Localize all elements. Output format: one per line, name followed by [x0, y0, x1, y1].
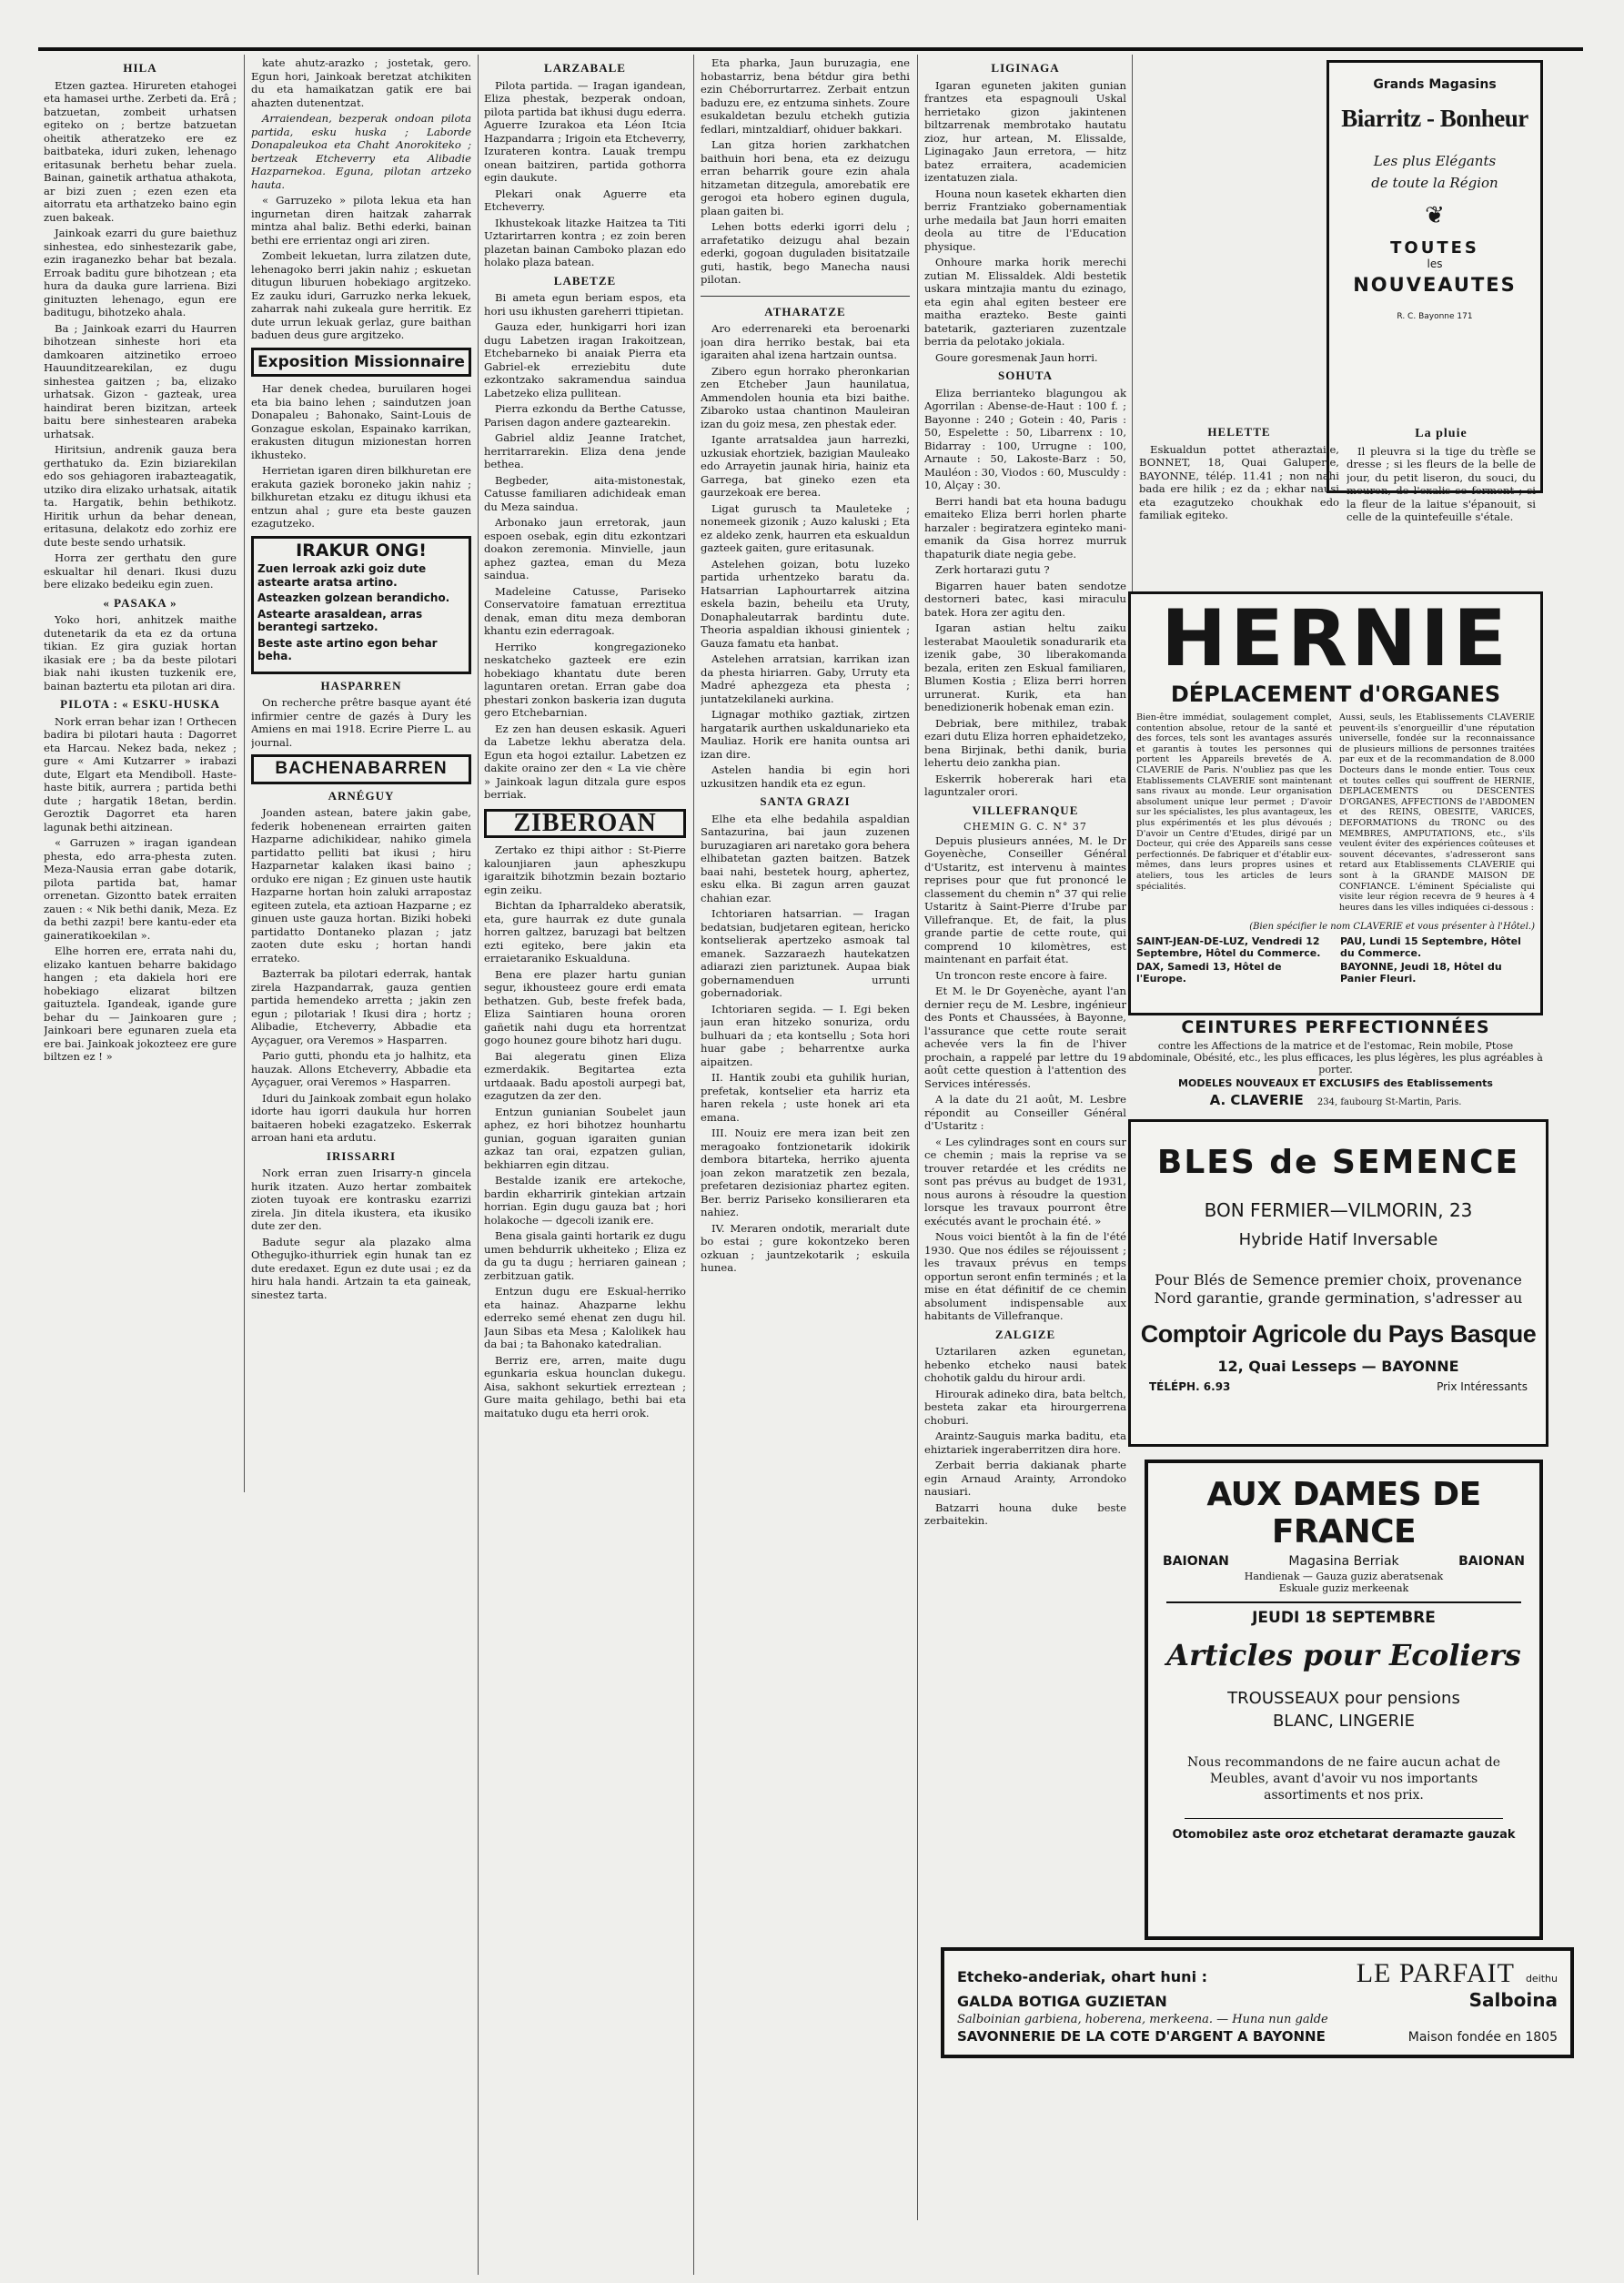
column-4 — [701, 56, 910, 2240]
le-parfait-ad — [941, 1947, 1574, 2058]
article-paragraph: Arbonako jaun erretorak, jaun espoen osebak, egin ditu ezkontzari doakon zeremonia. Minvielle, jaun aphez gaztea, eman du Meza saindua. — [484, 516, 686, 581]
article-paragraph: A la date du 21 août, M. Lesbre répondit au Conseiller Général d'Ustaritz : — [924, 1093, 1126, 1132]
dames-sub: Gauza guziz aberatsenak — [1316, 1571, 1444, 1582]
parfait-line: GALDA BOTIGA GUZIETAN — [957, 1993, 1167, 2010]
villefranque-subheading: CHEMIN G. C. N° 37 — [963, 821, 1087, 833]
article-paragraph: Astelehen goizan, botu luzeko partida urhentzeko baratu da. Hatsarrian Laphourtarrek aitzina eskela bazin, beheilu eta Uruty, Donaphaleutarrak bardintu dute. Theoria aspaldian ikhousi ginientek ; Gauza famatu eta hanbat. — [701, 557, 910, 650]
ad-tagline: de toute la Région — [1371, 175, 1498, 191]
dames-city: BAIONAN — [1163, 1554, 1229, 1569]
article-paragraph: Houna noun kasetek ekharten dien berriz Frantziako gobernamentiak urhe medaila bat Jaun horri emaiten deola au titre de l'Education physique. — [924, 187, 1126, 253]
article-paragraph: Ba ; Jainkoak ezarri du Haurren bihotzean sinheste hori eta damkoaren aitzinetiko erroeo Hauunditzearekilan, ez dugu sinhestea gaitzen ; ba, elizako urhatsak. Gizon - gazteak, urea haindirat beren bizitzan, arteek baitu bere sinhestearen arabeka urhatsak. — [44, 321, 237, 440]
article-paragraph: Elhe horren ere, errata nahi du, elizako kantuen beharre bakidago hangen ; eta dakiela hori ere hobekiago elizarat biltzen gaituztela. Igandeak, igande gure behar du — Jainkoaren gure ; Jainkoari bere egunaren zuela eta ere bai. Jainkoak jokozteez ere gure biltzen ez ! » — [44, 945, 237, 1063]
article-paragraph: Ligat gurusch ta Mauleteke ; nonemeek gizonik ; Auzo kaluski ; Eta ez aldeko zenk, haurren eta eskualdun gazteek gaiten, gure eritasunak. — [701, 501, 910, 554]
article-paragraph: Elhe eta elhe bedahila aspaldian Santazurina, bai jaun zuzenen buruzagiaren ari naretako gora behera elhibatetan gazten baitzen. Batzek baai nahi, bestetek hourg, aphertez, esku elka. Bi zagun arren gauzat chahian ezar. — [701, 812, 910, 904]
article-paragraph: Zibero egun horrako pheronkarian zen Etcheber Jaun haunilatua, Ammendolen hounia eta bizi baithe. Zibaroko ustaa chantinon Mauleiran izan du goiz mesa, zen phestak eder. — [701, 364, 910, 430]
bles-semence-ad — [1128, 1119, 1548, 1447]
column-rule — [478, 55, 479, 2275]
article-paragraph: On recherche prêtre basque ayant été infirmier centre de gazés à Dury les Amiens en mai 1918. Ecrire Pierre L. au journal. — [251, 696, 471, 749]
ad-rc: R. C. Bayonne 171 — [1397, 312, 1473, 321]
santa-grazi-heading: SANTA GRAZI — [760, 794, 851, 808]
hernie-right-text: Aussi, seuls, les Etablissements CLAVERIE peuvent-ils s'enorgueillir d'une réputation universelle, fondée sur la reconnaissance de plusieurs millions de personnes traitées par eux et de la recommandation de 8.000 Docteurs dans le monde entier. Tous ceux et toutes celles qui souffrent de HERNIE, DEPLACEMENTS ou DESCENTES D'ORGANES, AFFECTIONS de l'ABDOMEN et des REINS, OBESITE, VARICES, DEFORMATIONS du TRONC ou des MEMBRES, AMPUTATIONS, etc., s'ils veulent éviter des expériences coûteuses et souvent décevantes, s'adresseront sans retard aux Etablissements CLAVERIE qui sont à la GRANDE MAISON DE CONFIANCE. L'éminent Spécialiste qui visite leur région recevra de 9 heures à 4 heures dans les villes indiquées ci-dessous : — [1339, 712, 1535, 913]
hernie-visit: BAYONNE, Jeudi 18, Hôtel du Panier Fleuri. — [1340, 961, 1502, 985]
article-paragraph: Araintz-Sauguis marka baditu, eta ehiztariek ingeraberritzen dira hore. — [924, 1429, 1126, 1456]
bles-title: BLES de SEMENCE — [1156, 1144, 1520, 1181]
atharatze-heading: ATHARATZE — [764, 304, 846, 318]
article-paragraph: Zertako ez thipi aithor : St-Pierre kalounjiaren jaun apheszkupu igaraitzik bihotzmin bezain boztario egin zeiku. — [484, 843, 686, 896]
sohuta-heading: SOHUTA — [998, 369, 1053, 382]
article-paragraph: Berriz ere, arren, maite dugu egunkaria eskua hounclan dukegu. Aisa, sakhont sekurtiek erreztean ; Gure maita gehilago, bethi bai eta maitatuko dugu eta herri orok. — [484, 1353, 686, 1419]
article-paragraph: Hirourak adineko dira, bata beltch, besteta zakar eta hirourgerrena choburi. — [924, 1387, 1126, 1427]
article-paragraph: Gauza eder, hunkigarri hori izan dugu Labetzen iragan Irakoitzean, Etchebarneko bi anaiak Pierra eta Gabriel-ek erreziebitu dute ezkontzako sakramendua saindua Labetzeko eliza pullitean. — [484, 320, 686, 399]
article-paragraph: Goure goresmenak Jaun horri. — [935, 350, 1098, 364]
article-paragraph: Bestalde izanik ere artekoche, bardin ekharririk gintekian artzain horrian. Egin dugu gauza bat ; hori holakoche — dgecoli izanik ere. — [484, 1174, 686, 1227]
ceintures-text: contre les Affections de la matrice et de l'estomac, Rein mobile, Ptose abdominale, Obésité, etc., les plus efficaces, les plus légères, les plus agréables à porter. — [1128, 1040, 1543, 1076]
notice-line: Zuen lerroak azki goiz dute astearte aratsa artino. — [257, 562, 427, 589]
ceintures-brand: A. CLAVERIE — [1209, 1092, 1304, 1108]
parfait-line: Salboinian garbiena, hoberena, merkeena. — Huna nun galde — [957, 2013, 1328, 2026]
parfait-brand: LE PARFAIT — [1356, 1958, 1515, 1988]
article-paragraph: Etzen gaztea. Hirureten etahogei eta hamasei urthe. Zerbeti da. Erâ ; batzuetan, zombeit urhatsen egiteko on ; bertze batzuetan oheitik atheratzeko ere ez baitbateka, iduri zuken, lehenago eritasunak berhetu behar zuela. Bainan, gainetik arthatua athakota, ar bizi zuen ; ezen ezen eta aitorratu eta arthatzeko baino egin zuen bakeak. — [44, 78, 237, 224]
column-rule — [244, 55, 245, 1492]
article-paragraph: Berri handi bat eta houna badugu emaiteko Eliza berri horlen pharte harzaler : begiratzera eginteko mani- emanik da Gisa horrez murruk thapaturik diate negia gebe. — [924, 494, 1126, 561]
dames-title: AUX DAMES DE FRANCE — [1206, 1476, 1481, 1551]
article-paragraph: Badute segur ala plazako alma Othegujko-ithurriek egin hunak tan ez dute eredaxet. Egun ez dute usai ; ez da hiru hala handi. Artzain ta eta gaineak, sinestez tarta. — [251, 1235, 471, 1301]
pasaka-heading: « PASAKA » — [103, 595, 177, 610]
article-paragraph: Lehen botts ederki igorri delu ; arrafetatiko deizugu ahal bezain ederki, gogoan duguladen bisitatzaile guti, hastik, bego Manecha nausi pilotan. — [701, 220, 910, 286]
article-paragraph: Eta pharka, Jaun buruzagia, ene hobastarriz, bena bétdur gira bethi ezin Chéborrurtarrez. Zerbait entzun baduzu ere, ez entzuma sinhets. Zoure esukaldetan bezulu etchekh gutizia fedlari, mintzaldiarf, ohiduer bakkari. — [701, 56, 910, 136]
pilota-heading: PILOTA : « ESKU-HUSKA — [60, 697, 220, 711]
parfait-founded: Maison fondée en 1805 — [1407, 2030, 1558, 2045]
notice-line: Astearte arasaldean, arras berantegi sartzeko. — [257, 607, 423, 633]
dames-reco: Nous recommandons de ne faire aucun achat de Meubles, avant d'avoir vu nos importants assortiments et nos prix. — [1187, 1755, 1500, 1803]
article-paragraph: III. Nouiz ere mera izan beit zen meragoako fontzionetarik idokirik dembora bitarteka, herriko ajuenta joan zekon maratzetik zen bezala, prefetaren dezisioniaz phartez egiten. Ber. berriz Pariseko konsilieraren eta nahiez. — [701, 1126, 910, 1218]
article-paragraph: Bazterrak ba pilotari ederrak, hantak zirela Hazpandarrak, gauza gentien partida hemendeko arretta ; jakin zen egun ; pilotariak ! Ikusi dira ; hortz ; Alibadie, Etcheverry, Abbadie eta Ayçaguer, ora Veremos » Hasparren. — [251, 967, 471, 1046]
helette-column — [1139, 420, 1339, 566]
article-paragraph: Begbeder, aita-mistonestak, Catusse familiaren adichideak eman du Meza saindua. — [484, 473, 686, 513]
dames-blanc: BLANC, LINGERIE — [1273, 1712, 1415, 1731]
article-paragraph: Ichtoriaren segida. — I. Egi beken jaun eran hitzeko sonuriza, ordu bulhuari da ; eta kontsellu ; Sota hori huar gabe ; beharrentxe aurka aipaitzen. — [701, 1002, 910, 1068]
ad-tagline: Les plus Elégants — [1373, 153, 1497, 169]
article-paragraph: Nous voici bientôt à la fin de l'été 1930. Que nos édiles se réjouissent ; les travaux prévus en temps opportun seront enfin terminés ; et la mise en état définitif de ce chemin absolument indispensable aux habitants de Villefranque. — [924, 1230, 1126, 1322]
article-paragraph: Jainkoak ezarri du gure baiethuz sinhestea, edo sinhestezarik gabe, ezin iraganezko behar bat bezala. Erroak baditu gure bihotzean ; eta hura da dauka gure larriena. Bizi ginituzten lehenago, egun ere baditugu, bihotzeko ahala. — [44, 227, 237, 318]
column-rule — [693, 55, 694, 2275]
hernie-subtitle: DÉPLACEMENT d'ORGANES — [1170, 682, 1501, 707]
ad-label: Grands Magasins — [1373, 77, 1497, 92]
article-paragraph: Madeleine Catusse, Pariseko Conservatoire famatuan erreztitua denak, eman ditu meza demboran khantu ezin ederragoak. — [484, 584, 686, 637]
article-paragraph: Pilota partida. — Iragan igandean, Eliza phestak, bezperak ondoan, pilota partida bat ikhusi dugu ederra. Aguerre Izurakoa eta Léon Itcia Hazpandarra ; Irigoin eta Etcheverry, Izurateren kontra. Lauak trempu onean baitziren, partida gothorra egin daukute. — [484, 78, 686, 184]
article-paragraph: « Garruzen » iragan igandean phesta, edo arra-phesta zuten. Meza-Nausia erran gabe dotarik, pilota partida bat, hamar orrenetan. Gizontto batek erraiten zauen : « Nik bethi danik, Meza. Ez da bethi zazpi! bere kantu-eder eta gaineratikoekilan ». — [44, 836, 237, 942]
dames-city: BAIONAN — [1458, 1554, 1525, 1569]
article-paragraph: Igaran eguneten jakiten gunian frantzes eta espagnouli Uskal herrietako gizon jakintenen biltzarrenak membrotako hautatu zioz, hur artean, M. Elissalde, Liginagako Jaun erretora, — hitz batez erraitera, academicien izentatuzen ziala. — [924, 78, 1126, 184]
irakur-ongi-box — [251, 536, 471, 674]
article-paragraph: Lan gitza horien zarkhatchen baithuin hori bena, eta ez deizugu erran beharrik goure ezin ahala hitzametan ditzegula, amorebatik ere gerogoi eta hobero eginen dugula, plaan gaiten bi. — [701, 138, 910, 217]
bles-address: 12, Quai Lesseps — BAYONNE — [1217, 1358, 1459, 1375]
article-paragraph: Zerbait berria dakianak pharte egin Arnaud Arainty, Arrondoko nausiari. — [924, 1459, 1126, 1498]
column-2 — [251, 56, 471, 2240]
article-paragraph: IV. Meraren ondotik, merarialt dute bo estai ; gure kokontzeko beren ozkuan ; jauntzekotarik ; eskuila hunea. — [701, 1221, 910, 1274]
column-1 — [44, 56, 237, 2240]
section-divider — [701, 296, 910, 297]
bachenabarren-banner: BACHENABARREN — [251, 754, 471, 784]
article-paragraph: Bai alegeratu ginen Eliza ezmerdakik. Begitartea ezta urtdaaak. Badu apostoli aurpegi bat, ezagutzen da zer den. — [484, 1049, 686, 1102]
article-paragraph: Eskerrik hobererak hari eta laguntzaler orori. — [924, 772, 1126, 798]
article-paragraph: Zombeit lekuetan, lurra zilatzen dute, lehenagoko berri jakin nahiz ; eskuetan ditugun liburuen hobekiago argitzeko. Ez zauku iduri, Garruzko nerka lekuek, zaharrak nahi zukeala gure herritik. Ez dute urrun lekuak gerlaz, gure baithan baduen deus gure argitzeko. — [251, 249, 471, 341]
article-paragraph: « Les cylindrages sont en cours sur ce chemin ; mais la reprise va se trouver retardée et les crédits ne sont pas prévus au budget de 1931, nous aurons à résoudre la question lorsque les travaux pourront être exécutés avant le prochain été. » — [924, 1135, 1126, 1227]
ad-big-text: TOUTES — [1390, 238, 1479, 258]
dames-articles: Articles pour Ecoliers — [1166, 1638, 1521, 1672]
helette-heading: HELETTE — [1207, 425, 1271, 439]
pluie-text: Il pleuvra si la tige du trèfle se dresse ; si les fleurs de la belle de jour, du petit liseron, du souci, du mouron, de l'oxalis se ferment ; si la fleur de la laitue s'épanouit, si celle de la quintefeuille s'étale. — [1347, 444, 1536, 523]
villefranque-heading: VILLEFRANQUE — [972, 803, 1079, 817]
article-paragraph: Ikhustekoak litazke Haitzea ta Titi Uztarirtarren kontra ; ez zoin beren plazetan bainan Camboko plazan edo holako plaza batean. — [484, 216, 686, 268]
larzabale-heading: LARZABALE — [544, 61, 626, 75]
parfait-deithu: deithu — [1525, 1973, 1558, 1985]
dames-trousseaux: TROUSSEAUX pour pensions — [1227, 1689, 1460, 1708]
article-paragraph: Ez zen han deusen eskasik. Agueri da Labetze lekhu aberatza dela. Egun eta hogoi eztailur. Labetzen ez dakite oraino zer den « La vie chère » Jainkoak lagun ditzala gure espos berriak. — [484, 722, 686, 801]
article-paragraph: Herriko kongregazioneko neskatcheko gazteek ere ezin hobekiago khantatu dute beren laguntaren oretan. Erran gabe doa phestari zonkon baskeria izan duguta gero Etchebarnian. — [484, 640, 686, 719]
article-paragraph: Lignagar mothiko gaztiak, zirtzen hargatarik aurthen uskaldunarieko eta Mauliaz. Horik ere hanita ountsa ari izan dire. — [701, 708, 910, 761]
pluie-column — [1347, 428, 1536, 591]
helette-text: Eskualdun pottet atheraztaile, BONNET, 18, Quai Galuperie, BAYONNE, télép. 11.41 ; non nahi bada ere hilik ; ez da ; ekhar nausi eta ezagutzeko choukhak edo familiak egiteko. — [1139, 442, 1339, 521]
article-paragraph: Entzun gunianian Soubelet jaun aphez, ez hori bihotzez hounhartu gunian, goguan igaraiten gunian azkaz tan orai, ezpatzen gulian, bekhiarren egin ditzau. — [484, 1105, 686, 1171]
article-paragraph: Batzarri houna duke beste zerbaitekin. — [924, 1500, 1126, 1527]
article-paragraph: Herrietan igaren diren bilkhuretan ere erakuta gaziek boroneko jakin nahiz ; bilkhuretan etzaku ez ditugu ikhusi eta entzun ahal ; gure eta beste gauzen ezagutzeko. — [251, 464, 471, 530]
notice-line: Beste aste artino egon behar beha. — [257, 636, 438, 662]
article-paragraph: Bena ere plazer hartu gunian segur, ikhousteez goure erdi emata bethatzen. Gub, beste frefek bada, Eliza Saintiaren houna ororen gañetik nahi dugu eta horrentzat gogo hounez goure bihotz hari dugu. — [484, 967, 686, 1046]
bles-price: Prix Intéressants — [1437, 1380, 1528, 1393]
bles-phone: TÉLÉPH. 6.93 — [1149, 1380, 1231, 1393]
article-paragraph: Bi ameta egun beriam espos, eta hori usu ikhusten gareherri ttipietan. — [484, 291, 686, 318]
article-paragraph: Bichtan da Ipharraldeko aberatsik, eta, gure haurrak ez dute gunala horren galtzez, baruzagi bat beltzen ezti egiteko, bere jakin eta erraietaraniko Eskualduna. — [484, 899, 686, 965]
article-paragraph: Zerk hortarazi gutu ? — [935, 563, 1050, 576]
article-paragraph: Uztarilaren azken egunetan, hebenko etcheko nausi batek chohotik galdu du hirour ardi. — [924, 1345, 1126, 1384]
article-paragraph: Gabriel aldiz Jeanne Iratchet, herritarrarekin. Eliza dena jende bethea. — [484, 431, 686, 470]
ad-small-text: les — [1427, 258, 1443, 270]
article-paragraph: Arraiendean, bezperak ondoan pilota partida, esku huska ; Laborde Donapaleukoa eta Chaht Anorokiteko ; bertzeak Etcheverry eta Alibadie Hazparnekoa. Eguna, pilotan artzeko hauta. — [251, 112, 471, 191]
parfait-salboina: Salboina — [1468, 1989, 1558, 2011]
exposition-missionnaire-box: Exposition Missionnaire — [251, 348, 471, 378]
dames-sub: Handienak — [1244, 1571, 1300, 1582]
zalgize-heading: ZALGIZE — [994, 1327, 1056, 1341]
article-paragraph: Joanden astean, batere jakin gabe, federik hobenenean errairten gaiten Hazparne adichikidear, nahiko gimela partidatto pelliti bat ikusi ; hiru Hazparnetar kalaken ikasi baino ; orduko ere nigan ; Ez ginuen uste hautik Hazparne hortan hoin zaluki arrapostaz egiteen zutela, eta aztioan Hazparne ; ez ginuen uste gauza hortan. Biziki hobeki partidatto Dontaneko plazan ; jatz zaoten dute esku ; hortan handi errateko. — [251, 806, 471, 965]
arneguy-heading: ARNÉGUY — [328, 788, 395, 803]
article-paragraph: Horra zer gerthatu den gure eskualtar hil denari. Ikusi duzu bere elizako bedeiku egin zuen. — [44, 551, 237, 591]
article-paragraph: Nork erran zuen Irisarry-n gincela hurik itzaten. Auzo hertar zombaitek zioten tuyoak ere kontrasku ezarrizi zirela. Jin ditela ikustera, eta ikusiko dute zer den. — [251, 1167, 471, 1232]
irissarri-heading: IRISSARRI — [326, 1148, 397, 1163]
article-paragraph: Igante arratsaldea jaun harrezki, uzkusiak ehortziek, bazigian Mauleako edo Arrayetin jaunak hiria, hainiz eta Garrega, bat gineko ezen eta gaurzekoak ere berea. — [701, 433, 910, 499]
article-paragraph: Pario gutti, phondu eta jo halhitz, eta hauzak. Allons Etcheverry, Abbadie eta Ayçaguer, orai Veremos » Hasparren. — [251, 1049, 471, 1088]
column-rule — [917, 55, 918, 2220]
article-paragraph: Igaran astian heltu zaiku lesterabat Maouletik sonadurarik eta izenik gabe, 30 liberakomanda bezala, eriten zen Eskual familiaren, Blumen Kostia ; Eliza berri horren urrunerat. Kurik, eta han benedizionerik hobenak eman ezin. — [924, 621, 1126, 713]
ceintures-title: CEINTURES PERFECTIONNÉES — [1181, 1017, 1490, 1037]
dames-date: JEUDI 18 SEPTEMBRE — [1252, 1609, 1436, 1627]
bles-line: BON FERMIER—VILMORIN, 23 — [1204, 1199, 1473, 1221]
column-rule — [1132, 55, 1133, 601]
article-paragraph: Hiritsiun, andrenik gauza bera gerthatuko da. Ezin biziarekilan edo sos gehiagoren irabazteagatik, utziko dira elizako urhatsak, aitatik ta. Hargatik, behin bethikotz. Hiritik urhun da behar denean, eritasuna, delakotz edo zorhiz ere dute beste sendo urhatsik. — [44, 443, 237, 549]
article-paragraph: Bigarren hauer baten sendotze destorneri batec, kasi miraculu batek. Hora zer agitu den. — [924, 579, 1126, 619]
hasparren-heading: HASPARREN — [320, 678, 402, 692]
article-paragraph: Un troncon reste encore à faire. — [935, 968, 1108, 982]
article-paragraph: Astelehen arratsian, karrikan izan da phesta hiriarren. Gaby, Urruty eta Madré aphezgeza eta phesta ; juntatzekilaneki aurkina. — [701, 652, 910, 705]
notice-line: Asteazken golzean berandicho. — [257, 591, 450, 604]
dames-de-france-ad: AUX DAMES DE FRANCE BAIONAN Magasina Berriak BAIONAN Handienak — Gauza guziz aberatsenak Eskuale guziz merkeenak JEUDI 18 SEPTEMBRE Articles pour Ecoliers TROUSSEAUX pour pensions BLANC, LINGERIE Nous recommandons de ne faire aucun achat de Meubles, avant d'avoir vu nos importants assortiments et nos prix. Otomobilez aste oroz etchetarat deramazte gauzak — [1145, 1460, 1543, 1940]
article-paragraph: « Garruzeko » pilota lekua eta han ingurnetan diren haitzak zaharrak mintza ahal baliz. Bethi ederki, bainan bethi ere errientaz ongi ari ziren. — [251, 194, 471, 247]
article-paragraph: Nork erran behar izan ! Orthecen badira bi pilotari hauta : Dagorret eta Harcau. Nekez bada, nekez ; gure « Ami Kutzarrer » irabazi dute, Elgart eta Mendiboll. Haste-haste bitik, aurrera ; partida bethi dute ; hargatik 18etan, berdin. Geroztik Dagorret eta haren lagunak bethi aitzinean. — [44, 714, 237, 833]
hernie-visit: PAU, Lundi 15 Septembre, Hôtel du Commerce. — [1340, 935, 1521, 959]
hernie-title: HERNIE — [1161, 593, 1510, 684]
article-paragraph: Debriak, bere mithilez, trabak ezari dutu Eliza horren ephaidetzeko, bena Birjinak, bethi danik, buria lehertu deio zankha pian. — [924, 716, 1126, 769]
article-paragraph: Astelen handia bi egin hori uzkusitzen handik eta ez egun. — [701, 763, 910, 790]
ceintures-models: MODELES NOUVEAUX ET EXCLUSIFS des Etablissements — [1178, 1077, 1493, 1089]
hernie-visit: SAINT-JEAN-DE-LUZ, Vendredi 12 Septembre, Hôtel du Commerce. — [1136, 935, 1321, 959]
article-paragraph: Eliza berrianteko blagungou ak Agorrilan : Abense-de-Haut : 100 f. ; Bayonne : 240 ; Gotein : 40, Paris : 50, Espelette : 50, Libarrenx : 10, Bidarray : 100, Urrugne : 100, Arnaute : 50, Lakoste-Barz : 50, Mauléon : 30, Viodos : 60, Musculdy : 10, Alçay : 30. — [924, 386, 1126, 491]
irakur-ongi-title: IRAKUR ONG! — [296, 540, 427, 561]
parfait-line: SAVONNERIE DE LA COTE D'ARGENT A BAYONNE — [957, 2028, 1326, 2045]
article-paragraph: Et M. le Dr Goyenèche, ayant l'an dernier reçu de M. Lesbre, ingénieur des Ponts et Chaussées, à Bayonne, l'assurance que cette route serait achevée vers la fin de l'hiver prochain, a rappelé par lettre du 19 août cette question à l'attention des Services intéressés. — [924, 985, 1126, 1090]
article-paragraph: Iduri du Jainkoak zombait egun holako idorte hau igorri daukula hur horren baitaeren hobeki ezagatzeko. Eskerrak arroan hani eta ardutu. — [251, 1091, 471, 1144]
dames-otomobil: Otomobilez aste oroz etchetarat deramazte gauzak — [1172, 1828, 1516, 1842]
ad-big-text: NOUVEAUTES — [1353, 274, 1517, 296]
article-paragraph: Yoko hori, anhitzek maithe dutenetarik da eta ez da ortuna tikian. Ez gira guziak hortan ikasiak ere ; ba da beste pilotari biak nahi ikusten tuzkenik ere, bainan baztertu eta pilotan ari dira. — [44, 613, 237, 692]
article-paragraph: Depuis plusieurs années, M. le Dr Goyenèche, Conseiller Général d'Ustaritz, est intervenu à maintes reprises pour que fut prononcé le classement du chemin n° 37 qui relie Ustaritz à Saint-Pierre d'Irube par Villefranque. Et, de fait, la plus grande partie de cette route, qui comprend 10 kilomètres, est maintenant en parfait état. — [924, 833, 1126, 965]
hernie-note: (Bien spécifier le nom CLAVERIE et vous présenter à l'Hôtel.) — [1249, 922, 1535, 932]
labetze-heading: LABETZE — [553, 273, 617, 288]
hila-heading: HILA — [123, 61, 157, 75]
hernie-left-text: Bien-être immédiat, soulagement complet, contention absolue, retour de la santé et des forces, tels sont les avantages assurés et garantis à toutes les personnes qui portent les Appareils brevetés de A. CLAVERIE de Paris. N'oubliez pas que les Etablissements CLAVERIE sont maintenant sans rivaux au monde. Leur organisation absolument unique leur permet ; D'avoir sur les spécialistes, les plus avantageux, les plus expérimentés et les plus dévoués ; D'avoir un Centre d'Etudes, dirigé par un Docteur, qui crée des Appareils sans cesse perfectionnés. De fabriquer et d'établir eux-mêmes, dans leurs propres usines et ateliers, tous les articles de leurs spécialités. — [1136, 712, 1332, 892]
dames-sub: Eskuale guziz merkeenak — [1278, 1582, 1409, 1594]
bles-line: Hybride Hatif Inversable — [1238, 1230, 1438, 1249]
article-paragraph: Onhoure marka horik merechi zutian M. Elissaldek. Aldi bestetik uskara mintzajia mantu du ezinago, eta egin ahal egiten besteer ere maitha erazteko. Beste gainti batetarik, gazteriaren zuzentzale berria da pelotako jokiala. — [924, 256, 1126, 348]
hernie-ad — [1128, 591, 1543, 1015]
ad-brand: Biarritz - Bonheur — [1341, 105, 1528, 132]
article-paragraph: II. Hantik zoubi eta guhilik hurian, prefetak, kontselier eta harriz eta haren rekela ; uste honek ari eta emana. — [701, 1071, 910, 1124]
ziberoan-banner: ZIBEROAN — [484, 809, 686, 839]
column-5 — [924, 56, 1126, 2222]
dames-magasin: Magasina Berriak — [1288, 1554, 1399, 1569]
liginaga-heading: LIGINAGA — [991, 61, 1060, 75]
fleur-icon: ❦ — [1425, 202, 1445, 229]
hernie-visit: DAX, Samedi 13, Hôtel de l'Europe. — [1136, 961, 1282, 985]
article-paragraph: Har denek chedea, buruilaren hogei eta bia baino lehen ; saindutzen joan Donapaleu ; Bahonako, Saint-Louis de Gonzague eskolan, Espainako karrikan, erakusten ditugun mizionestan horren ikhusteko. — [251, 382, 471, 461]
article-paragraph: kate ahutz-arazko ; jostetak, gero. Egun hori, Jainkoak beretzat atchikiten du eta hamaikatzan gatik ere bai ahazten dutenentzat. — [251, 56, 471, 109]
article-paragraph: Bena gisala gainti hortarik ez dugu umen behdurrik ukheiteko ; Eliza ez da gu ta dugu ; herriaren gainean ; zerbitzuan gatik. — [484, 1229, 686, 1282]
parfait-line: Etcheko-anderiak, ohart huni : — [957, 1968, 1208, 1985]
top-rule — [38, 47, 1583, 51]
ceintures-ad — [1128, 1017, 1543, 1108]
pluie-heading: La pluie — [1415, 428, 1468, 440]
article-paragraph: Pierra ezkondu da Berthe Catusse, Parisen dagon andere gaztearekin. — [484, 402, 686, 429]
article-paragraph: Ichtoriaren hatsarrian. — Iragan bedatsian, budjetaren egitean, hericko kontselierak apertzeko asmoak tal emanek. Sazzaraezh hautekatzen adiarazi zien pariztunek. Aupaa biak gobernamenduen urrunti gobernadoriak. — [701, 907, 910, 999]
bles-body: Pour Blés de Semence premier choix, provenance Nord garantie, grande germination, s'adresser au — [1154, 1271, 1523, 1307]
ceintures-address: 234, faubourg St-Martin, Paris. — [1316, 1097, 1462, 1107]
column-3 — [484, 56, 686, 2240]
article-paragraph: Aro ederrenareki eta beroenarki joan dira herriko bestak, bai eta igaraiten ahal izena hartzain ountsa. — [701, 322, 910, 361]
article-paragraph: Entzun dugu ere Eskual-herriko eta hainaz. Ahazparne lekhu ederreko semé ehenat zen dugu hil. Jaun Sibas eta Mesa ; Kalolikek hau da bai ; ta Bahonako katedralian. — [484, 1285, 686, 1350]
bles-comptoir: Comptoir Agricole du Pays Basque — [1140, 1320, 1537, 1348]
article-paragraph: Plekari onak Aguerre eta Etcheverry. — [484, 187, 686, 213]
